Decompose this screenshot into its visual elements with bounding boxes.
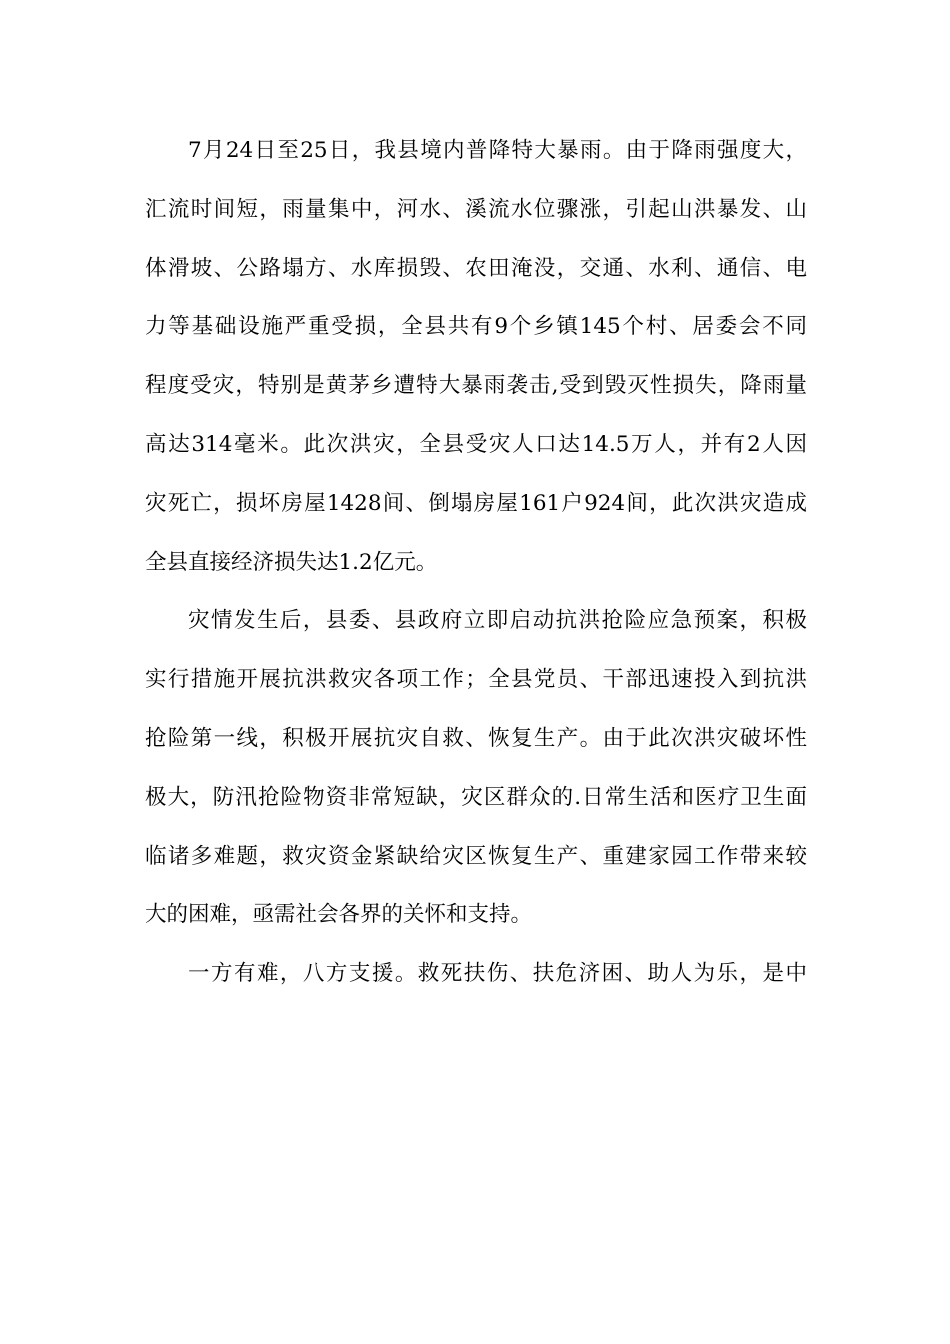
paragraph-appeal <box>145 951 807 1010</box>
text-line: 大的困难，亟需社会各界的关怀和支持。 <box>145 902 533 928</box>
text-line: 高达314毫米。此次洪灾，全县受灾人口达14.5万人，并有2人因 <box>145 431 807 457</box>
text-line: 7月24日至25日，我县境内普降特大暴雨。由于降雨强度大， <box>188 138 807 163</box>
text-line: 汇流时间短，雨量集中，河水、溪流水位骤涨，引起山洪暴发、山 <box>145 196 807 222</box>
text-line: 临诸多难题，救灾资金紧缺给灾区恢复生产、重建家园工作带来较 <box>145 843 807 869</box>
text-line: 全县直接经济损失达1.2亿元。 <box>145 549 438 575</box>
document-body <box>145 128 807 1010</box>
paragraph-flood-situation <box>145 128 807 598</box>
text-line: 抢险第一线，积极开展抗灾自救、恢复生产。由于此次洪灾破坏性 <box>145 725 807 751</box>
text-line: 一方有难，八方支援。救死扶伤、扶危济困、助人为乐，是中 <box>188 961 807 987</box>
text-line: 实行措施开展抗洪救灾各项工作；全县党员、干部迅速投入到抗洪 <box>145 667 807 693</box>
text-line: 灾情发生后，县委、县政府立即启动抗洪抢险应急预案，积极 <box>188 608 807 634</box>
text-line: 体滑坡、公路塌方、水库损毁、农田淹没，交通、水利、通信、电 <box>145 255 807 281</box>
text-line: 极大，防汛抢险物资非常短缺，灾区群众的.日常生活和医疗卫生面 <box>145 784 807 810</box>
text-line: 灾死亡，损坏房屋1428间、倒塌房屋161户924间，此次洪灾造成 <box>145 490 807 516</box>
text-line: 力等基础设施严重受损，全县共有9个乡镇145个村、居委会不同 <box>145 314 807 340</box>
paragraph-relief-response <box>145 598 807 951</box>
text-line: 程度受灾，特别是黄茅乡遭特大暴雨袭击,受到毁灭性损失，降雨量 <box>145 373 807 399</box>
